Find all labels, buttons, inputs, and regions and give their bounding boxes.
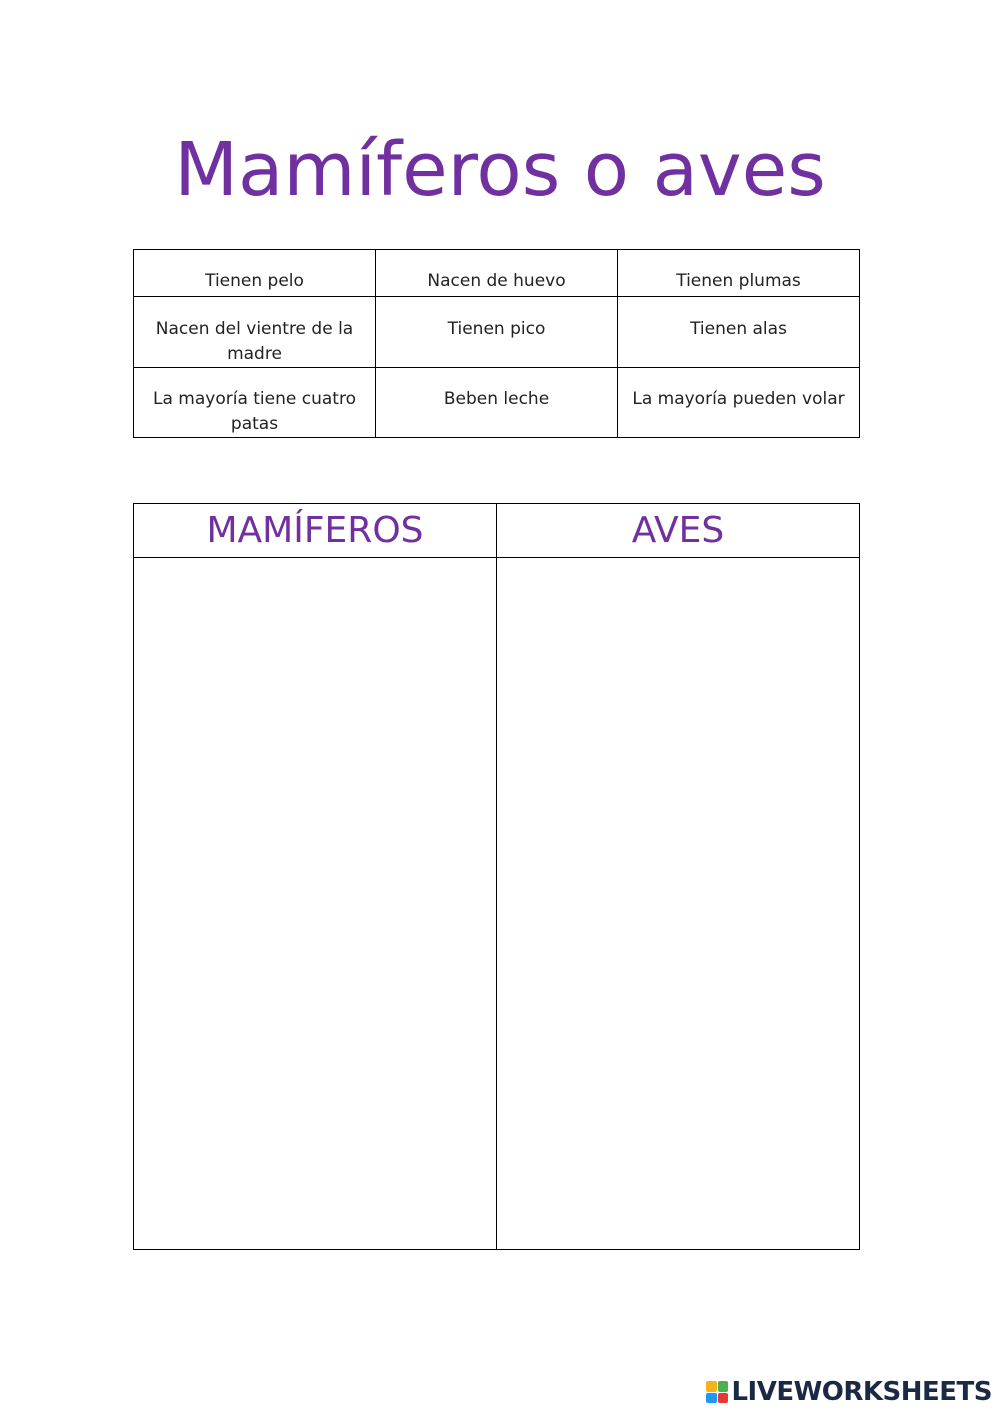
clue-cell[interactable]: Nacen del vientre de la madre [134,297,376,368]
clue-cell[interactable]: Tienen pelo [134,250,376,297]
table-row [134,297,860,368]
birds-drop-zone[interactable] [497,558,860,1250]
logo-square [718,1393,729,1404]
birds-header: AVES [497,504,860,558]
table-row [134,368,860,438]
sorting-header-row [134,504,860,558]
page-title: Mamíferos o aves [174,127,826,213]
clue-cell[interactable]: Tienen alas [618,297,860,368]
clue-cell[interactable]: La mayoría tiene cuatro patas [134,368,376,438]
watermark-text: LIVEWORKSHEETS [731,1377,992,1407]
clue-cell[interactable]: Tienen plumas [618,250,860,297]
mammals-drop-zone[interactable] [134,558,497,1250]
logo-square [706,1393,717,1404]
clue-cell[interactable]: Beben leche [376,368,618,438]
liveworksheets-watermark [706,1377,992,1407]
clue-cell[interactable]: Tienen pico [376,297,618,368]
sorting-table [133,503,860,1250]
clue-cell[interactable]: La mayoría pueden volar [618,368,860,438]
logo-square [706,1381,717,1392]
liveworksheets-logo-icon [706,1381,728,1403]
sorting-drop-row [134,558,860,1250]
clue-cell[interactable]: Nacen de huevo [376,250,618,297]
table-row [134,250,860,297]
mammals-header: MAMÍFEROS [134,504,497,558]
logo-square [718,1381,729,1392]
clues-table [133,249,860,438]
